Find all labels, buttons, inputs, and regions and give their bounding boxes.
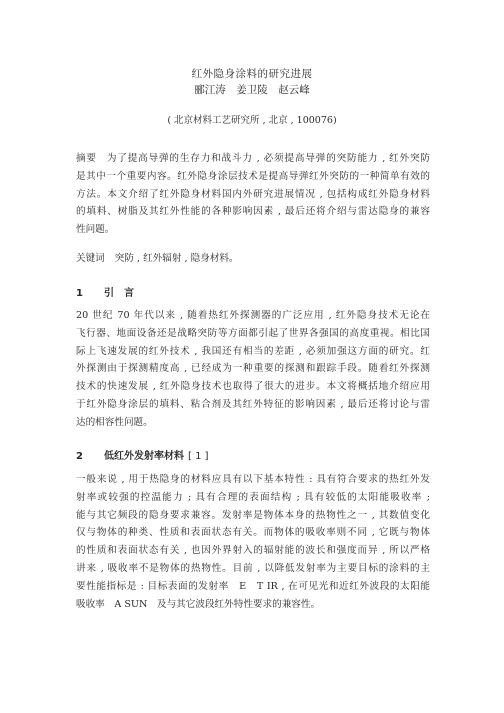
keywords-text: 突防 , 红外辐射 , 隐身材料。 xyxy=(114,253,239,264)
abstract-line: 性问题。 xyxy=(76,224,115,236)
section-title: 引 言 xyxy=(104,288,134,299)
abstract-line: 方法。本文介绍了红外隐身材料国内外研究进展情况 , 包括构成红外隐身材料 xyxy=(76,188,430,200)
body-line: 飞行器、地面设备还是战略突防等方面都引起了世界各强国的高度重视。相比国 xyxy=(76,327,430,339)
body-line: 射率或较强的控温能力 ; 具有合理的表面结构 ; 具有较低的太阳能吸收率 ; xyxy=(76,491,430,503)
section-citation: [ 1 ] xyxy=(188,451,209,462)
body-line: 际上飞速发展的红外技术 , 我国还有相当的差距 , 必须加强这方面的研究。红 xyxy=(76,345,430,357)
section-2-body xyxy=(76,471,430,613)
section-number: 1 xyxy=(76,288,83,299)
body-line: 20 世纪 70 年代以来 , 随着热红外探测器的广泛应用 , 红外隐身技术无论在 xyxy=(76,310,430,321)
section-title: 低红外发射率材料 xyxy=(104,451,184,462)
body-line: 要性能指标是 : 目标表面的发射率 E T IR , 在可见光和近红外波段的太阳能 xyxy=(76,580,430,592)
body-line: 的性质和表面状态有关 , 也因外界射入的辐射能的波长和强度而异 , 所以严格 xyxy=(76,545,430,557)
body-line: 于红外隐身涂层的填料、粘合剂及其红外特征的影响因素 , 最后还将讨论与雷 xyxy=(76,398,430,410)
paper-affiliation: ( 北京材料工艺研究所 , 北京 , 100076) xyxy=(167,115,337,126)
abstract-label: 摘要 xyxy=(76,153,97,164)
section-1-heading xyxy=(76,284,134,299)
body-line: 技术的快速发展 , 红外隐身技术也取得了很大的进步。本文将概括地介绍应用 xyxy=(76,381,430,393)
abstract-block xyxy=(76,150,430,239)
section-2-heading xyxy=(76,447,209,462)
body-line: 达的相容性问题。 xyxy=(76,416,153,428)
keywords-line xyxy=(76,250,430,268)
body-line: 能与其它频段的隐身要求兼容。发射率是物体本身的热物性之一 , 其数值变化 xyxy=(76,509,430,521)
body-line: 仅与物体的种类、性质和表面状态有关。而物体的吸收率则不同 , 它既与物体 xyxy=(76,527,430,539)
abstract-line: 的填料、树脂及其红外性能的各种影响因素 , 最后还将介绍与雷达隐身的兼容 xyxy=(76,206,430,218)
abstract-line: 是其中一个重要内容。红外隐身涂层技术是提高导弹红外突防的一种简单有效的 xyxy=(76,170,430,182)
body-line: 吸收率 A SUN 及与其它波段红外特性要求的兼容性。 xyxy=(76,598,321,610)
paper-authors: 郦江涛 姜卫陵 赵云峰 xyxy=(194,84,310,96)
keywords-label: 关键词 xyxy=(76,253,105,264)
body-line: 一般来说 , 用于热隐身的材料应具有以下基本特性 : 具有符合要求的热红外发 xyxy=(76,474,430,485)
section-1-body xyxy=(76,307,430,432)
keywords-block xyxy=(76,250,430,268)
body-line: 外探测由于探测精度高 , 已经成为一种重要的探测和跟踪手段。随着红外探测 xyxy=(76,363,430,375)
abstract-line: 摘要 为了提高导弹的生存力和战斗力 , 必须提高导弹的突防能力 , 红外突防 xyxy=(76,153,431,164)
paper-title: 红外隐身涂料的研究进展 xyxy=(191,68,313,80)
section-number: 2 xyxy=(76,451,83,462)
body-line: 讲来 , 吸收率不是物体的热物性。目前 , 以降低发射率为主要目标的涂料的主 xyxy=(76,562,430,574)
